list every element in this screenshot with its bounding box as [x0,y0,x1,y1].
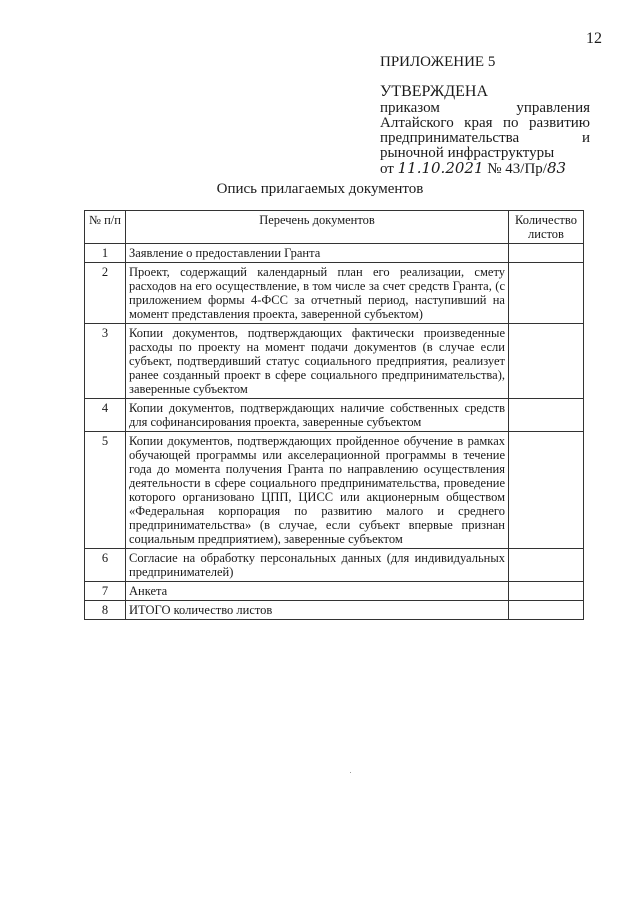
order-text: приказом управления Алтайского края по развитию предпринимательства и рыночной инфраструктуры [380,100,590,161]
row-num: 5 [85,432,126,549]
row-qty [509,263,584,324]
row-text: Копии документов, подтверждающих пройденное обучение в рамках обучающей программы или акселерационной программы в течение года до момента получения Гранта по направлению осуществления деятельности в сфере социального предпринимательства, проведение которого организовано ЦПП, ЦИСС или акционерным обществом «Федеральная корпорация по развитию малого и среднего предпринимательства» (в случае, если субъект впервые признан социальным предприятием), заверенные субъектом [126,432,509,549]
row-qty [509,582,584,601]
row-qty [509,324,584,399]
row-qty [509,432,584,549]
document-title: Опись прилагаемых документов [216,181,424,197]
table-row [85,601,584,620]
row-text: Согласие на обработку персональных данных (для индивидуальных предпринимателей) [126,549,509,582]
row-num: 3 [85,324,126,399]
row-text: Копии документов, подтверждающих наличие собственных средств для софинансирования проекта, заверенные субъектом [126,399,509,432]
table-header-row [85,211,584,244]
handwritten-date: 11.10.2021 [397,159,484,177]
row-num: 7 [85,582,126,601]
header-list: Перечень документов [126,211,509,244]
row-num: 2 [85,263,126,324]
header-qty: Количество листов [509,211,584,244]
page-number: 12 [586,30,602,47]
row-text: Заявление о предоставлении Гранта [126,244,509,263]
annex-label: ПРИЛОЖЕНИЕ 5 [380,54,496,70]
header-num: № п/п [85,211,126,244]
table-row [85,549,584,582]
approval-block [380,55,590,177]
row-text: Копии документов, подтверждающих фактически произведенные расходы по проекту на момент подачи документов (в случае если субъект, подтвердивший статус социального предприятия, реализует ранее созданный проект в сфере социального предпринимательства), заверенные субъектом [126,324,509,399]
table-row [85,244,584,263]
row-num: 8 [85,601,126,620]
scan-speck [350,772,351,773]
row-text: Проект, содержащий календарный план его реализации, смету расходов на его осуществление, в том числе за счет средств Гранта, (с приложением формы 4-ФСС за отчетный период, наступивший на момент представления проекта, заверенной субъектом) [126,263,509,324]
documents-table [84,210,584,620]
table-row [85,324,584,399]
table-row [85,582,584,601]
table-row [85,432,584,549]
row-num: 1 [85,244,126,263]
number-prefix: № 43/Пр/ [487,161,547,177]
row-num: 6 [85,549,126,582]
table-row [85,399,584,432]
row-qty [509,601,584,620]
handwritten-number: 83 [546,159,567,177]
row-text: ИТОГО количество листов [126,601,509,620]
row-qty [509,549,584,582]
row-text: Анкета [126,582,509,601]
table-row [85,263,584,324]
date-prefix: от [380,161,394,177]
row-qty [509,244,584,263]
order-date-number [380,161,590,177]
approved-label: УТВЕРЖДЕНА [380,83,489,100]
row-num: 4 [85,399,126,432]
row-qty [509,399,584,432]
